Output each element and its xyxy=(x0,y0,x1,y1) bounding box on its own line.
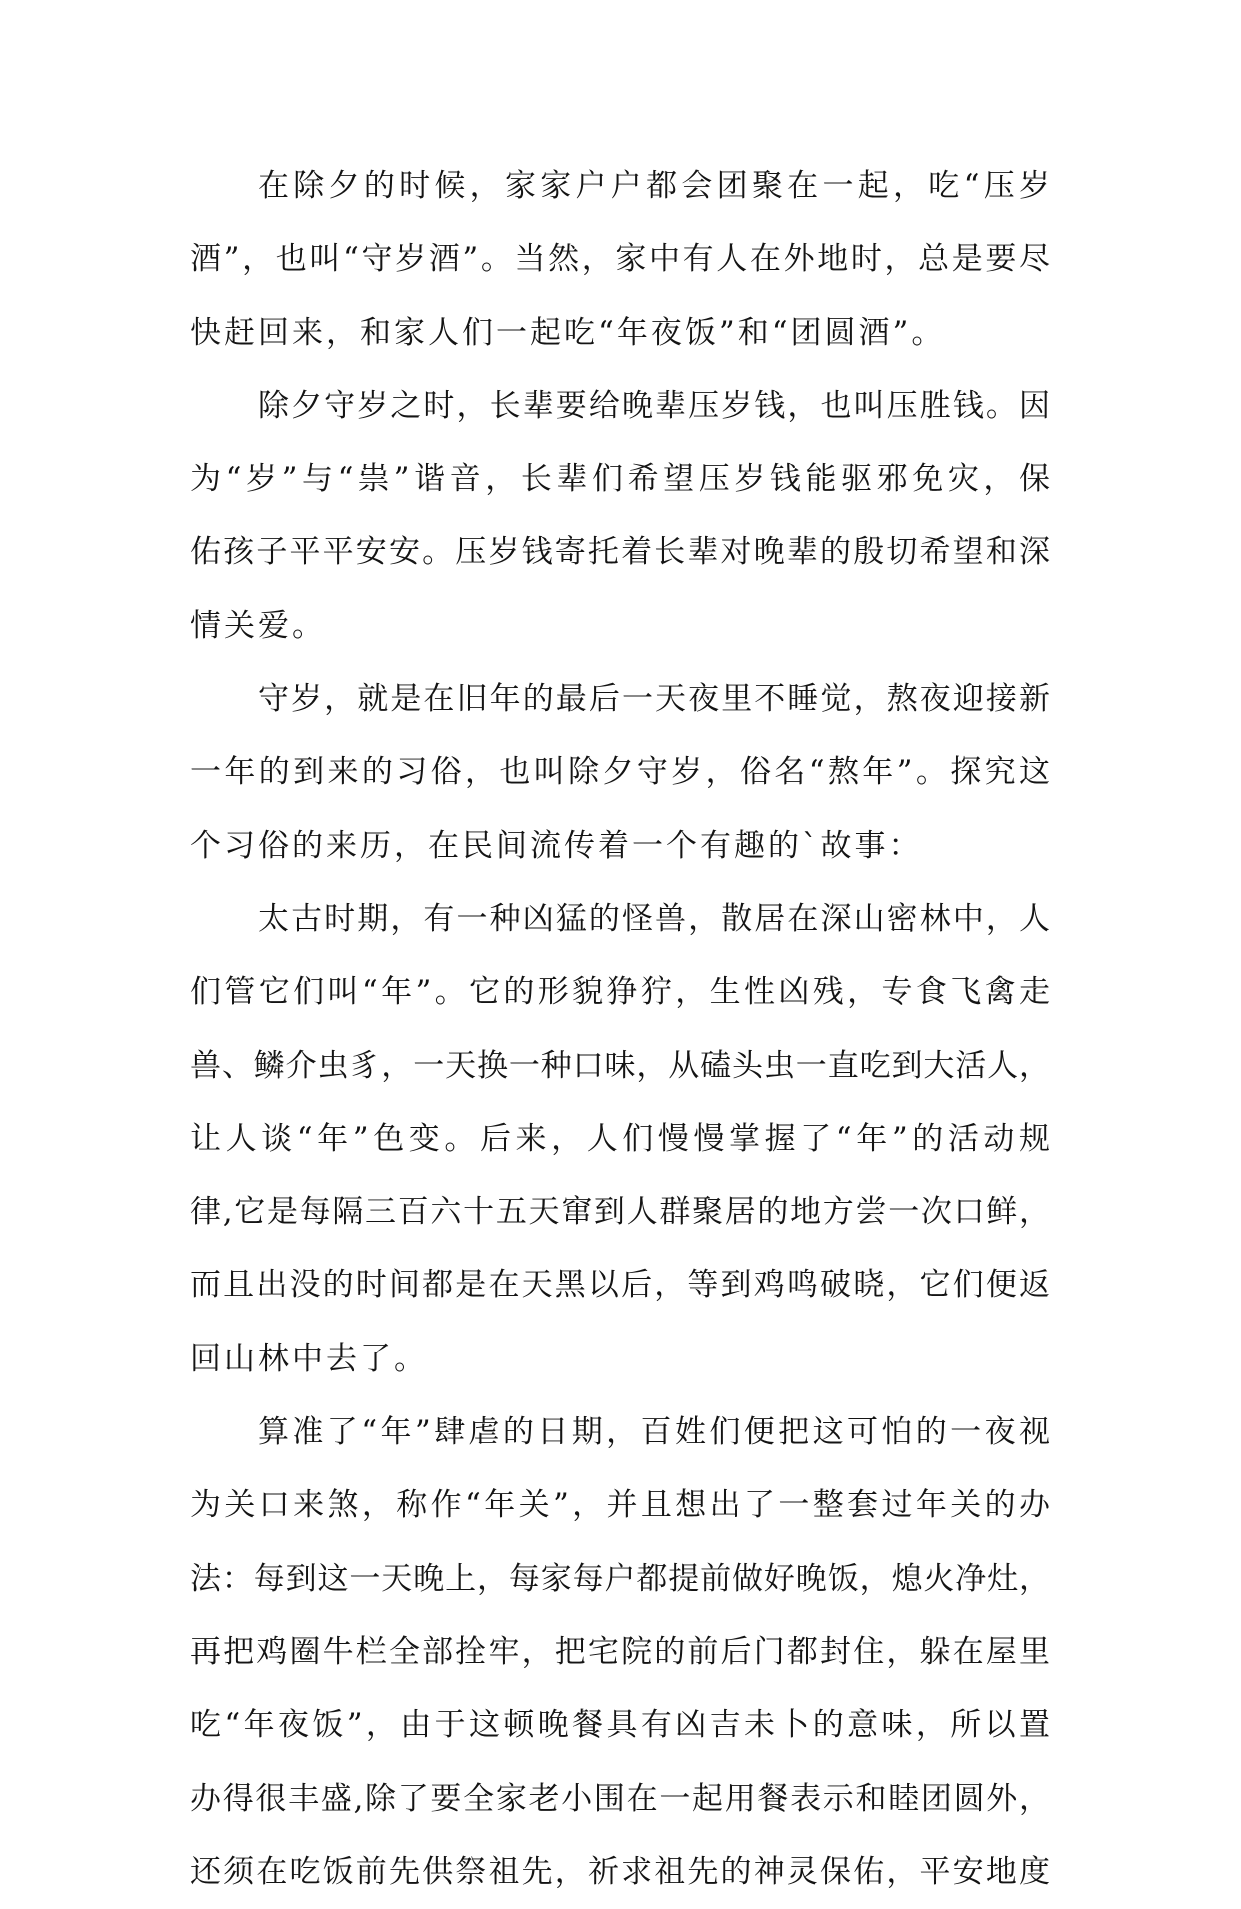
text-line: 法：每到这一天晚上，每家每户都提前做好晚饭，熄火净灶， xyxy=(190,1560,1050,1597)
text-line: 让人谈“年”色变。后来，人们慢慢掌握了“年”的活动规 xyxy=(190,1120,1050,1157)
text-line: 们管它们叫“年”。它的形貌狰狞，生性凶残，专食飞禽走 xyxy=(190,974,1050,1011)
text-line: 回山林中去了。 xyxy=(190,1340,428,1377)
text-line: 而且出没的时间都是在天黑以后，等到鸡鸣破晓，它们便返 xyxy=(190,1267,1050,1304)
text-line: 酒”，也叫“守岁酒”。当然，家中有人在外地时，总是要尽 xyxy=(190,241,1050,278)
text-line: 还须在吃饭前先供祭祖先，祈求祖先的神灵保佑，平安地度 xyxy=(190,1853,1050,1890)
text-line: 守岁，就是在旧年的最后一天夜里不睡觉，熬夜迎接新 xyxy=(258,681,1050,718)
text-line: 除夕守岁之时，长辈要给晚辈压岁钱，也叫压胜钱。因 xyxy=(258,387,1050,424)
text-line: 个习俗的来历，在民间流传着一个有趣的`故事： xyxy=(190,827,923,864)
text-line: 一年的到来的习俗，也叫除夕守岁，俗名“熬年”。探究这 xyxy=(190,754,1050,791)
text-line: 佑孩子平平安安。压岁钱寄托着长辈对晚辈的殷切希望和深 xyxy=(190,534,1050,571)
text-line: 为关口来煞，称作“年关”，并且想出了一整套过年关的办 xyxy=(190,1487,1050,1524)
text-line: 兽、鳞介虫豸，一天换一种口味，从磕头虫一直吃到大活人， xyxy=(190,1047,1050,1084)
text-line: 律,它是每隔三百六十五天窜到人群聚居的地方尝一次口鲜， xyxy=(190,1194,1050,1231)
text-line: 太古时期，有一种凶猛的怪兽，散居在深山密林中，人 xyxy=(258,900,1050,937)
paragraph-1 xyxy=(190,150,1050,370)
paragraph-4 xyxy=(190,883,1050,1396)
text-line: 情关爱。 xyxy=(190,607,326,644)
text-column xyxy=(190,150,1050,1909)
paragraph-2 xyxy=(190,370,1050,663)
text-line: 再把鸡圈牛栏全部拴牢，把宅院的前后门都封住，躲在屋里 xyxy=(190,1633,1050,1670)
text-line: 快赶回来，和家人们一起吃“年夜饭”和“团圆酒”。 xyxy=(190,314,946,351)
text-line: 在除夕的时候，家家户户都会团聚在一起，吃“压岁 xyxy=(258,168,1050,204)
paragraph-3 xyxy=(190,663,1050,883)
text-line: 吃“年夜饭”，由于这顿晚餐具有凶吉未卜的意味，所以置 xyxy=(190,1707,1050,1744)
text-line: 办得很丰盛,除了要全家老小围在一起用餐表示和睦团圆外， xyxy=(190,1780,1050,1817)
text-line: 算准了“年”肆虐的日期，百姓们便把这可怕的一夜视 xyxy=(258,1414,1050,1451)
paragraph-5 xyxy=(190,1396,1050,1909)
text-line: 为“岁”与“祟”谐音，长辈们希望压岁钱能驱邪免灾，保 xyxy=(190,461,1050,498)
